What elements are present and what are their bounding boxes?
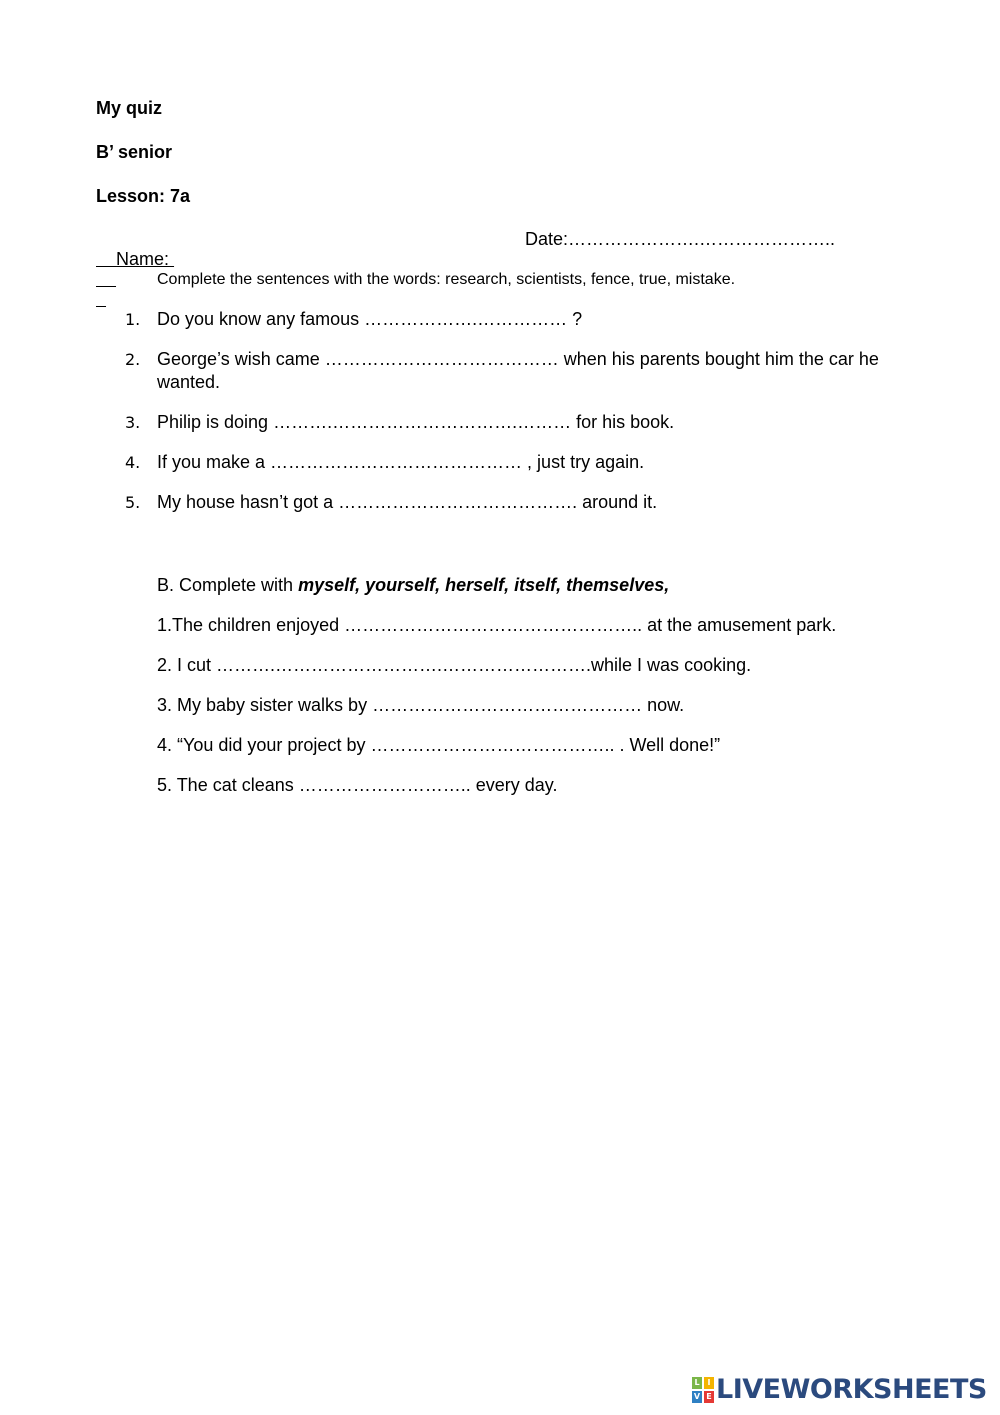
name-date-line	[96, 229, 876, 309]
part-a-question-list	[125, 308, 915, 531]
part-b-question-3[interactable]: 3. My baby sister walks by ……………………………………… now.	[157, 695, 685, 715]
part-b-word-bank: myself, yourself, herself, itself, themselves,	[298, 575, 670, 595]
question-text: Philip is doing ……….………………………….……… for his book.	[157, 412, 675, 432]
logo-letter-l: L	[692, 1377, 702, 1389]
logo-letter-e: E	[704, 1391, 714, 1403]
name-label: Name:	[116, 249, 170, 269]
part-b-question-1[interactable]: 1.The children enjoyed ………………………………………….. at the amusement park.	[157, 615, 837, 635]
part-b-question-5[interactable]: 5. The cat cleans ……………………….. every day.	[157, 775, 558, 795]
part-b-question-list	[157, 614, 897, 814]
date-label: Date:………………….…………………..	[525, 229, 836, 249]
part-a-instruction: Complete the sentences with the words: research, scientists, fence, true, mistake.	[157, 271, 736, 288]
liveworksheets-logo[interactable]	[692, 1375, 987, 1405]
part-b-question-4[interactable]: 4. “You did your project by ………………………………….. . Well done!”	[157, 735, 721, 755]
question-text: Do you know any famous ……………….…………… ?	[157, 309, 583, 329]
part-b-title-prefix: B. Complete with	[157, 575, 299, 595]
question-text: George’s wish came ………………………………… when his parents bought him the car he wanted.	[157, 349, 879, 392]
class-label: B’ senior	[96, 142, 173, 162]
part-a-question-3[interactable]	[125, 411, 915, 434]
logo-letter-i: I	[704, 1377, 714, 1389]
logo-letter-v: V	[693, 1392, 701, 1401]
question-number: 3.	[125, 413, 141, 432]
question-text: If you make a …………………………………… , just try again.	[157, 452, 645, 472]
part-a-question-2[interactable]	[125, 348, 915, 394]
question-text: My house hasn’t got a …………………………………. around it.	[157, 492, 658, 512]
part-b-title	[157, 574, 669, 596]
part-b-question-2[interactable]: 2. I cut ……….……………………….…………………….while I was cooking.	[157, 655, 752, 675]
part-a-question-4[interactable]	[125, 451, 915, 474]
quiz-title: My quiz	[96, 98, 162, 118]
part-a-question-5[interactable]	[125, 491, 915, 514]
lesson-label: Lesson: 7a	[96, 186, 191, 206]
question-number: 1.	[125, 310, 141, 329]
question-number: 4.	[125, 453, 141, 472]
part-a-question-1[interactable]	[125, 308, 915, 331]
question-number: 5.	[125, 493, 141, 512]
liveworksheets-logo-text: LIVEWORKSHEETS	[716, 1374, 987, 1405]
question-number: 2.	[125, 350, 141, 369]
liveworksheets-logo-icon	[692, 1377, 714, 1403]
